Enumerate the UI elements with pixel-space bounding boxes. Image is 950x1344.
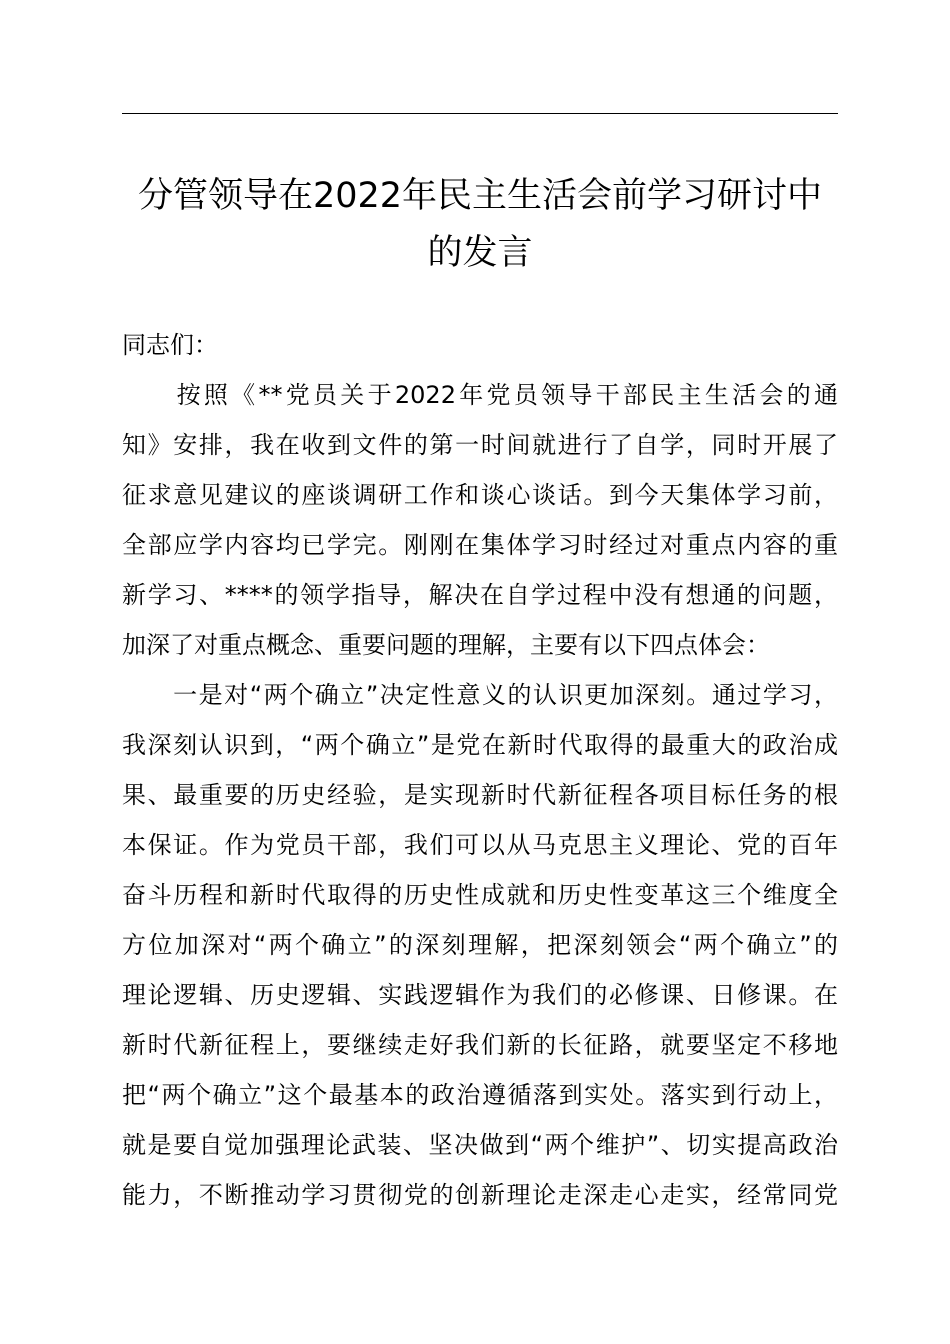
paragraph-line: 果、最重要的历史经验，是实现新时代新征程各项目标任务的根 [122,781,838,809]
salutation: 同志们： [122,331,218,359]
paragraph-line: 新学习、****的领学指导，解决在自学过程中没有想通的问题， [122,581,838,609]
paragraph-line: 能力，不断推动学习贯彻党的创新理论走深走心走实，经常同党 [122,1181,838,1209]
paragraph-line: 就是要自觉加强理论武装、坚决做到“两个维护”、切实提高政治 [122,1131,838,1159]
paragraph-line: 知》安排，我在收到文件的第一时间就进行了自学，同时开展了 [122,431,838,459]
paragraph-line: 新时代新征程上，要继续走好我们新的长征路，就要坚定不移地 [122,1031,838,1059]
paragraph-line: 我深刻认识到，“两个确立”是党在新时代取得的最重大的政治成 [122,731,838,759]
title-line-1: 分管领导在2022年民主生活会前学习研讨中 [137,176,823,216]
paragraph-line: 本保证。作为党员干部，我们可以从马克思主义理论、党的百年 [122,831,838,859]
document-title [122,168,838,282]
paragraph-line: 奋斗历程和新时代取得的历史性成就和历史性变革这三个维度全 [122,881,838,909]
paragraph-line: 理论逻辑、历史逻辑、实践逻辑作为我们的必修课、日修课。在 [122,981,838,1009]
document-body [122,320,838,1220]
paragraph-line: 把“两个确立”这个最基本的政治遵循落到实处。落实到行动上， [122,1081,838,1109]
paragraph-1 [122,370,838,670]
title-line-2: 的发言 [427,233,533,273]
paragraph-2 [122,670,838,1220]
paragraph-line: 全部应学内容均已学完。刚刚在集体学习时经过对重点内容的重 [122,531,838,559]
header-rule [122,113,838,114]
paragraph-line: 一是对“两个确立”决定性意义的认识更加深刻。通过学习， [122,681,838,709]
paragraph-line: 按照《**党员关于2022年党员领导干部民主生活会的通 [122,381,838,409]
paragraph-line: 加深了对重点概念、重要问题的理解，主要有以下四点体会： [122,631,770,659]
paragraph-line: 征求意见建议的座谈调研工作和谈心谈话。到今天集体学习前， [122,481,838,509]
paragraph-line: 方位加深对“两个确立”的深刻理解，把深刻领会“两个确立”的 [122,931,838,959]
